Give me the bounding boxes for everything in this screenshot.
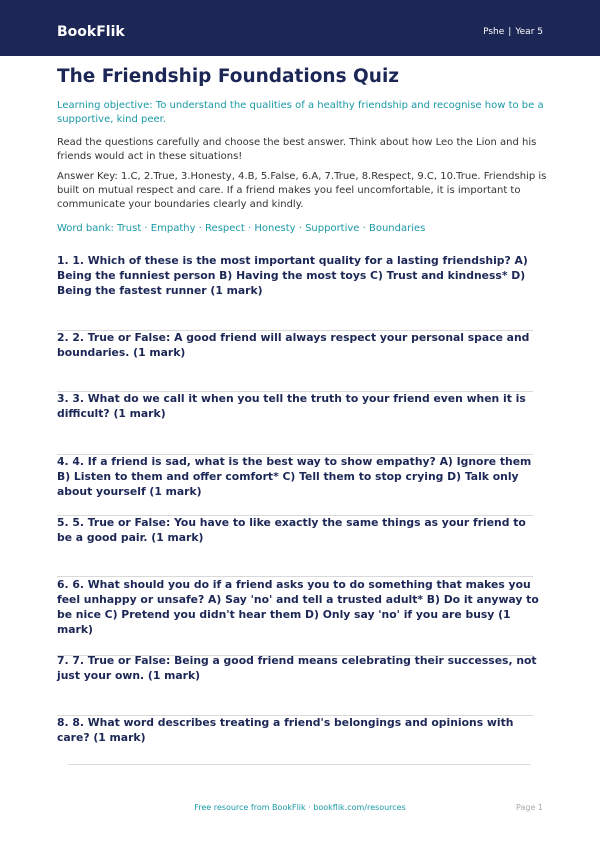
answer-key-text: Answer Key: 1.C, 2.True, 3.Honesty, 4.B, 5.False, 6.A, 7.True, 8.Respect, 9.C, 10.True. Friendship is built on mutual respect and care. If a friend makes you feel uncomfortable, it is important to communicate your boundaries clearly and kindly.: [57, 171, 547, 210]
meta-separator: |: [508, 27, 512, 37]
question-8: 8. 8. What word describes treating a friend's belongings and opinions with care? (1 mark): [57, 716, 514, 744]
word-bank: Word bank: Trust · Empathy · Respect · Honesty · Supportive · Boundaries: [57, 223, 426, 234]
footer-divider: [68, 764, 530, 765]
question-1: 1. 1. Which of these is the most important quality for a lasting friendship? A) Being the funniest person B) Having the most toys C) Trust and kindness* D) Being the fastest runner (1 mark): [57, 254, 528, 297]
page-header: [0, 0, 600, 56]
question-5: 5. 5. True or False: You have to like exactly the same things as your friend to be a good pair. (1 mark): [57, 516, 526, 544]
instructions-text: Read the questions carefully and choose the best answer. Think about how Leo the Lion and his friends would act in these situations!: [57, 137, 537, 162]
subject-label: Pshe: [483, 27, 505, 37]
quiz-title: The Friendship Foundations Quiz: [57, 66, 400, 87]
question-6: 6. 6. What should you do if a friend asks you to do something that makes you feel unhappy or unsafe? A) Say 'no' and tell a trusted adult* B) Do it anyway to be nice C) Pretend you didn't hear them D) Only say 'no' if you are busy (1 mark): [57, 578, 539, 636]
brand-logo-text: BookFlik: [57, 24, 125, 40]
learning-objective: Learning objective: To understand the qualities of a healthy friendship and recognise how to be a supportive, kind peer.: [57, 100, 544, 125]
year-label: Year 5: [515, 27, 543, 37]
question-3: 3. 3. What do we call it when you tell the truth to your friend even when it is difficult? (1 mark): [57, 392, 526, 420]
page-number: Page 1: [516, 803, 543, 812]
footer-resource-link[interactable]: Free resource from BookFlik · bookflik.com/resources: [194, 803, 406, 812]
question-7: 7. 7. True or False: Being a good friend means celebrating their successes, not just your own. (1 mark): [57, 654, 537, 682]
header-meta: [483, 26, 543, 38]
question-2: 2. 2. True or False: A good friend will always respect your personal space and boundaries. (1 mark): [57, 331, 530, 359]
question-4: 4. 4. If a friend is sad, what is the best way to show empathy? A) Ignore them B) Listen to them and offer comfort* C) Tell them to stop crying D) Talk only about yourself (1 mark): [57, 455, 532, 498]
